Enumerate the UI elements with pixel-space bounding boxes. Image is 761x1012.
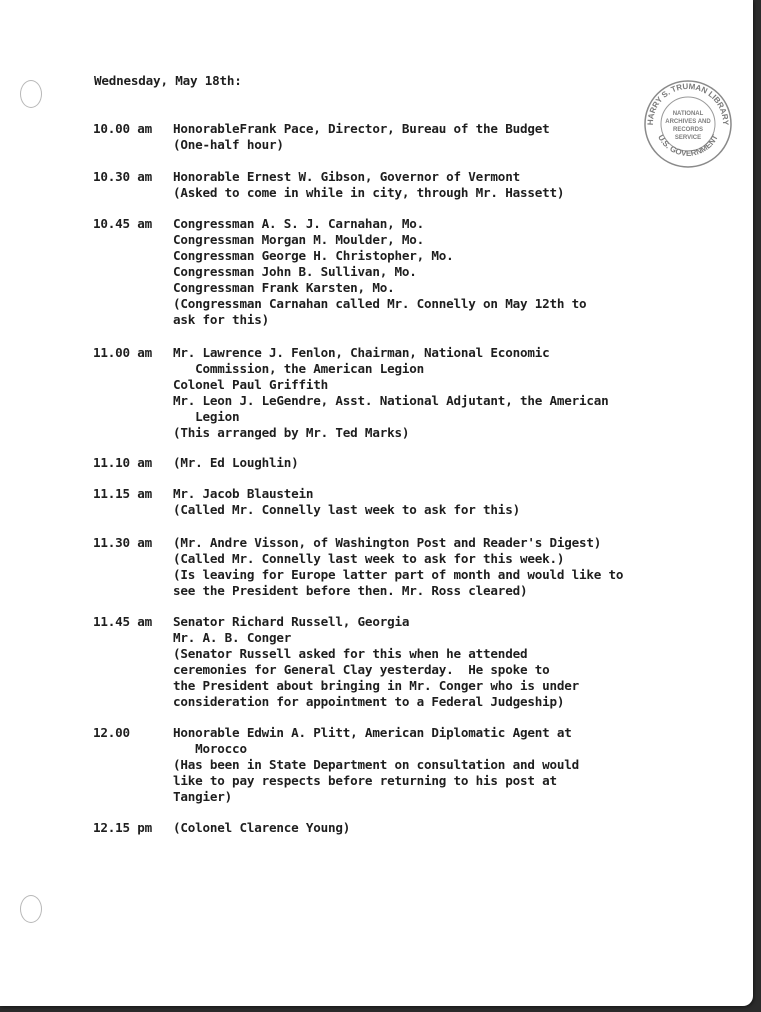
entry-line: (Asked to come in while in city, through Mr. Hassett) (173, 185, 565, 200)
entry-line: (Congressman Carnahan called Mr. Connelly on May 12th to (173, 296, 587, 311)
punch-hole-bottom (20, 895, 42, 923)
entry-line: (Called Mr. Connelly last week to ask for this week.) (173, 551, 565, 566)
entry-line: (This arranged by Mr. Ted Marks) (173, 425, 410, 440)
entry-time: 12.00 (93, 725, 130, 740)
entry-line: Senator Richard Russell, Georgia (173, 614, 410, 629)
entry-line: Congressman George H. Christopher, Mo. (173, 248, 454, 263)
entry-line: Congressman A. S. J. Carnahan, Mo. (173, 216, 424, 231)
entry-line: Honorable Ernest W. Gibson, Governor of Vermont (173, 169, 520, 184)
entry-line: Commission, the American Legion (173, 361, 424, 376)
entry-time: 11.45 am (93, 614, 153, 629)
entry-line: (Is leaving for Europe latter part of month and would like to (173, 567, 624, 582)
entry-line: ask for this) (173, 312, 269, 327)
entry-line: Mr. Lawrence J. Fenlon, Chairman, National Economic (173, 345, 550, 360)
stamp-inner-line: ARCHIVES AND (665, 119, 711, 125)
entry-line: consideration for appointment to a Federal Judgeship) (173, 694, 565, 709)
entry-line: (One-half hour) (173, 137, 284, 152)
entry-line: Congressman Frank Karsten, Mo. (173, 280, 395, 295)
entry-line: Mr. Leon J. LeGendre, Asst. National Adjutant, the American (173, 393, 609, 408)
archive-stamp (643, 79, 733, 169)
entry-line: Tangier) (173, 789, 233, 804)
entry-line: Colonel Paul Griffith (173, 377, 329, 392)
day-heading: Wednesday, May 18th: (94, 73, 242, 88)
stamp-bottom-text: U.S. GOVERNMENT (656, 133, 720, 158)
entry-line: Legion (173, 409, 240, 424)
punch-hole-top (20, 80, 42, 108)
entry-line: the President about bringing in Mr. Conger who is under (173, 678, 580, 693)
entry-time: 12.15 pm (93, 820, 153, 835)
entry-line: see the President before then. Mr. Ross cleared) (173, 583, 528, 598)
entry-time: 11.15 am (93, 486, 153, 501)
entry-line: Congressman John B. Sullivan, Mo. (173, 264, 417, 279)
entry-time: 10.30 am (93, 169, 153, 184)
entry-line: Honorable Edwin A. Plitt, American Diplomatic Agent at (173, 725, 572, 740)
stamp-inner-line: RECORDS (672, 127, 704, 133)
entry-line: (Has been in State Department on consultation and would (173, 757, 580, 772)
entry-time: 10.00 am (93, 121, 153, 136)
entry-line: Mr. Jacob Blaustein (173, 486, 314, 501)
entry-line: (Colonel Clarence Young) (173, 820, 351, 835)
entry-line: (Mr. Andre Visson, of Washington Post and Reader's Digest) (173, 535, 602, 550)
entry-line: ceremonies for General Clay yesterday. He spoke to (173, 662, 550, 677)
stamp-inner-line: NATIONAL (672, 111, 704, 117)
entry-line: Mr. A. B. Conger (173, 630, 292, 645)
entry-time: 11.30 am (93, 535, 153, 550)
entry-line: like to pay respects before returning to his post at (173, 773, 557, 788)
entry-time: 10.45 am (93, 216, 153, 231)
entry-line: HonorableFrank Pace, Director, Bureau of the Budget (173, 121, 550, 136)
entry-time: 11.10 am (93, 455, 153, 470)
entry-time: 11.00 am (93, 345, 153, 360)
entry-line: (Mr. Ed Loughlin) (173, 455, 299, 470)
stamp-outer-text: HARRY S. TRUMAN LIBRARY (645, 81, 731, 126)
entry-line: (Called Mr. Connelly last week to ask for this) (173, 502, 520, 517)
entry-line: Morocco (173, 741, 247, 756)
entry-line: Congressman Morgan M. Moulder, Mo. (173, 232, 424, 247)
stamp-inner-line: SERVICE (674, 135, 702, 141)
entry-line: (Senator Russell asked for this when he attended (173, 646, 528, 661)
